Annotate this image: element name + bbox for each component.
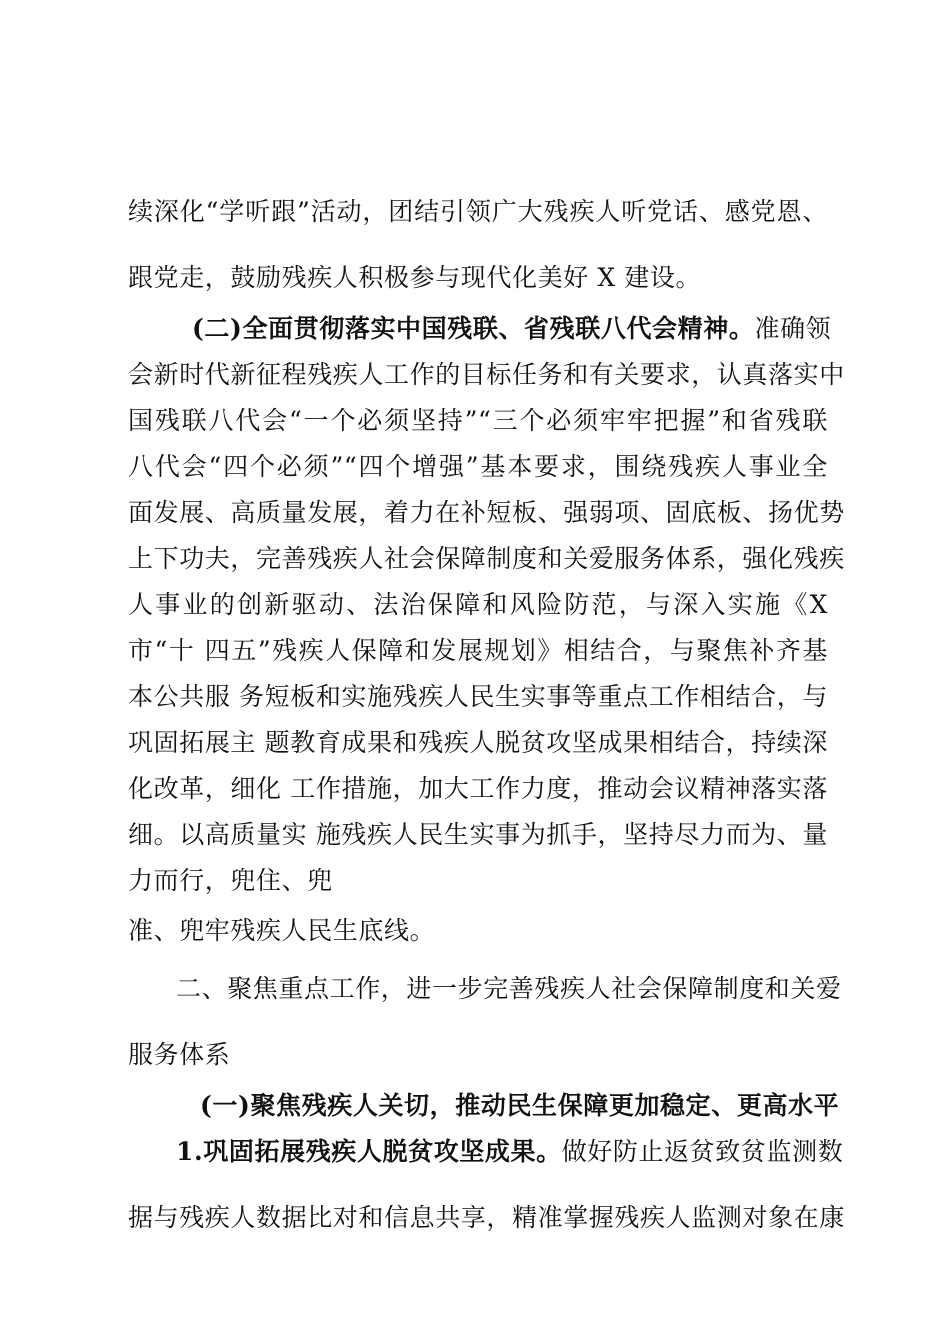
paragraph-line: 据与残疾人数据比对和信息共享，精准掌握残疾人监测对象在康 [128, 1203, 845, 1232]
paragraph-line: 本公共服 务短板和实施残疾人民生实事等重点工作相结合，与 [128, 682, 828, 711]
subsection-title-text: (一)聚焦残疾人关切，推动民生保障更加稳定、更高水平 [200, 1091, 840, 1120]
section-heading-line: 二、聚焦重点工作，进一步完善残疾人社会保障制度和关爱 [176, 974, 842, 1003]
paragraph-line: 准、兜牢残疾人民生底线。 [128, 916, 436, 945]
paragraph-line: 跟党走，鼓励残疾人积极参与现代化美好 X 建设。 [128, 263, 702, 292]
section-heading [128, 973, 842, 1005]
paragraph-line: 力而行，兜住、兜 [128, 866, 333, 895]
paragraph-line: 八代会“四个必须”“四个增强”基本要求，围绕残疾人事业全 [128, 452, 828, 481]
paragraph-line: 面发展、高质量发展，着力在补短板、强弱项、固底板、扬优势 [128, 498, 845, 527]
paragraph-text: 做好防止返贫致贫监测数 [561, 1137, 844, 1166]
paragraph-text: 准确领 [754, 314, 832, 343]
paragraph-line: 巩固拓展主 题教育成果和残疾人脱贫攻坚成果相结合，持续深 [128, 728, 828, 757]
paragraph-line: 细。以高质量实 施残疾人民生实事为抓手，坚持尽力而为、量 [128, 820, 828, 849]
paragraph-line [128, 313, 832, 345]
paragraph-line: 会新时代新征程残疾人工作的目标任务和有关要求，认真落实中 [128, 360, 845, 389]
paragraph-line: 化改革，细化 工作措施，加大工作力度，推动会议精神落实落 [128, 774, 828, 803]
paragraph-line: 人事业的创新驱动、法治保障和风险防范，与深入实施《X [128, 590, 828, 619]
paragraph-line: 市“十 四五”残疾人保障和发展规划》相结合，与聚焦补齐基 [128, 636, 828, 665]
paragraph-line: 续深化“学听跟”活动，团结引领广大残疾人听党话、感党恩、 [128, 197, 828, 226]
subsection-title [128, 1090, 840, 1122]
paragraph-line [128, 1136, 844, 1168]
subsection-title: (二)全面贯彻落实中国残联、省残联八代会精神。 [192, 314, 755, 343]
section-heading: 服务体系 [128, 1040, 231, 1069]
paragraph-line: 国残联八代会“一个必须坚持”“三个必须牢牢把握”和省残联 [128, 406, 828, 435]
item-title: 1.巩固拓展残疾人脱贫攻坚成果。 [176, 1137, 562, 1166]
paragraph-line: 上下功夫，完善残疾人社会保障制度和关爱服务体系，强化残疾 [128, 544, 845, 573]
